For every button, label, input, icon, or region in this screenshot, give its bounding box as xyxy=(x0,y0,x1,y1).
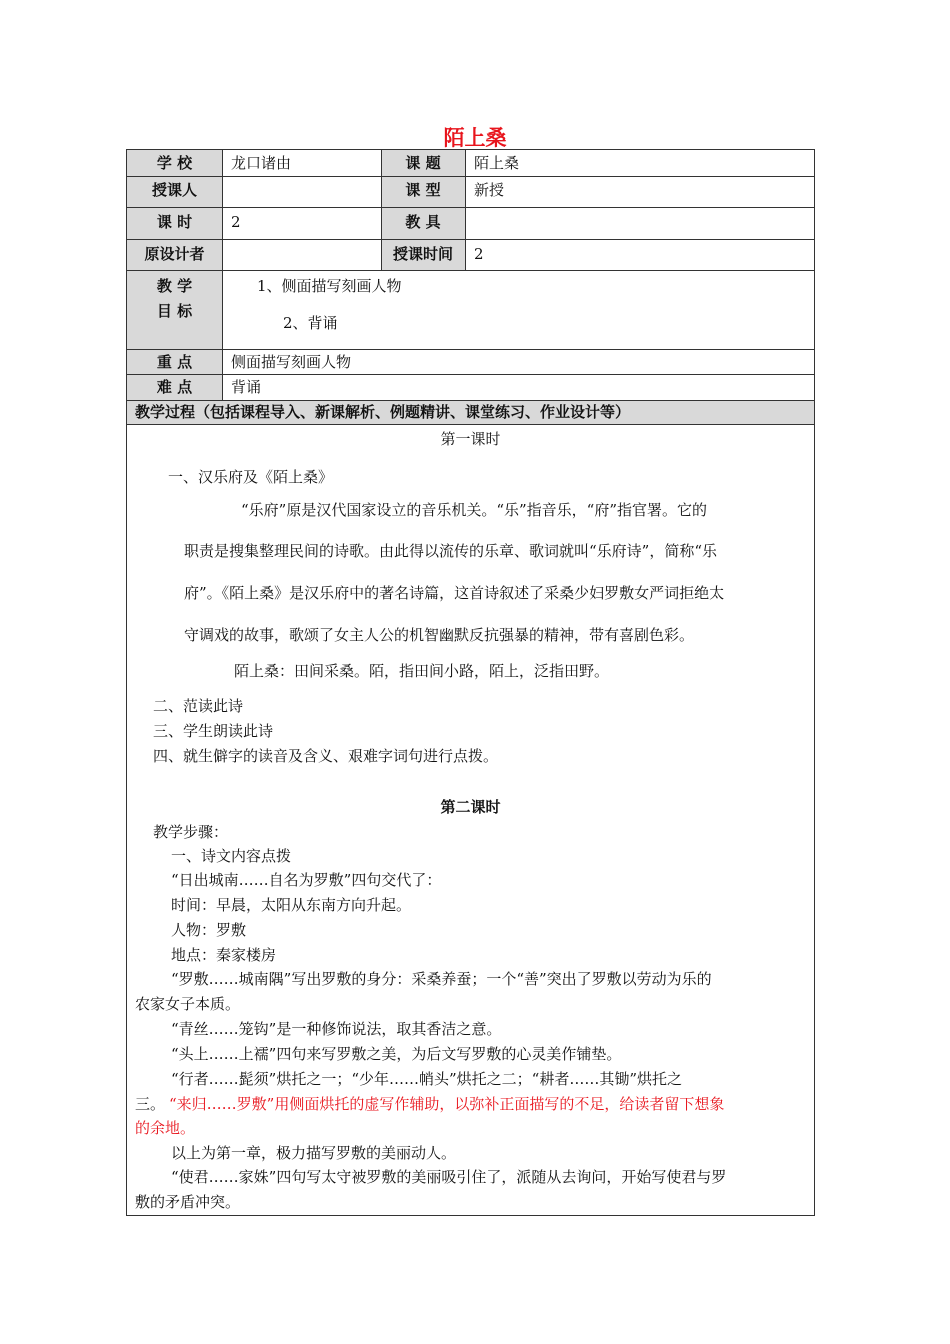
lesson2-line9: 以上为第一章，极力描写罗敷的美丽动人。 xyxy=(171,1144,457,1162)
key-point-label: 重 点 xyxy=(156,353,193,371)
lesson1-section4: 四、就生僻字的读音及含义、艰难字词句进行点拨。 xyxy=(153,747,499,765)
lesson2-line2: 时间：早晨，太阳从东南方向升起。 xyxy=(171,896,412,914)
lesson1-section2: 二、范读此诗 xyxy=(153,697,244,715)
page-title: 陌上桑 xyxy=(443,126,507,150)
school-label: 学 校 xyxy=(156,154,193,172)
designer-label: 原设计者 xyxy=(144,245,205,263)
lesson2-line8c-highlight: “来归……罗敷”用侧面烘托的虚写作辅助，以弥补正面描写的不足，给读者留下想象 xyxy=(169,1095,725,1113)
lesson2-line8a: “行者……髭须”烘托之一；“少年……帩头”烘托之二；“耕者……其锄”烘托之 xyxy=(171,1070,683,1088)
hours-value: 2 xyxy=(231,213,241,231)
lesson1-para1-line3: 府”。《陌上桑》是汉乐府中的著名诗篇，这首诗叙述了采桑少妇罗敷女严词拒绝太 xyxy=(184,584,725,602)
time-label: 授课时间 xyxy=(392,245,453,263)
hours-label: 课 时 xyxy=(156,213,193,231)
goal-item-2: 2、背诵 xyxy=(283,314,338,332)
lesson2-heading: 第二课时 xyxy=(440,798,501,816)
type-label: 课 型 xyxy=(405,181,441,199)
lesson1-para2: 陌上桑：田间采桑。陌，指田间小路，陌上，泛指田野。 xyxy=(234,662,610,680)
lesson2-line10a: “使君……家姝”四句写太守被罗敷的美丽吸引住了，派随从去询问，开始写使君与罗 xyxy=(171,1168,727,1186)
lesson2-line5a: “罗敷……城南隅”写出罗敷的身分：采桑养蚕；一个“善”突出了罗敷以劳动为乐的 xyxy=(171,970,712,988)
lesson-plan-table xyxy=(126,149,815,1216)
lesson1-section1: 一、汉乐府及《陌上桑》 xyxy=(168,468,334,486)
lesson1-section3: 三、学生朗读此诗 xyxy=(153,722,274,740)
lesson2-line10b: 敷的矛盾冲突。 xyxy=(135,1193,241,1211)
goals-label-line1: 教 学 xyxy=(156,277,193,295)
tools-label: 教 具 xyxy=(405,213,441,231)
lesson2-section1: 一、诗文内容点拨 xyxy=(171,847,292,865)
school-value: 龙口诸由 xyxy=(231,154,292,172)
lesson2-steps: 教学步骤： xyxy=(153,823,229,841)
lesson2-line1: “日出城南……自名为罗敷”四句交代了： xyxy=(171,871,442,889)
process-header: 教学过程（包括课程导入、新课解析、例题精讲、课堂练习、作业设计等） xyxy=(135,403,631,421)
lesson1-heading: 第一课时 xyxy=(440,430,501,448)
lesson2-line8d-highlight: 的余地。 xyxy=(135,1119,196,1137)
lesson2-line3: 人物：罗敷 xyxy=(171,921,247,939)
lesson2-line5b: 农家女子本质。 xyxy=(135,995,241,1013)
time-value: 2 xyxy=(474,245,484,263)
lesson2-line4: 地点：秦家楼房 xyxy=(171,946,277,964)
lesson2-line8b: 三。 xyxy=(135,1095,166,1113)
difficulty-value: 背诵 xyxy=(231,378,262,396)
difficulty-label: 难 点 xyxy=(156,378,193,396)
goal-item-1: 1、侧面描写刻画人物 xyxy=(257,277,402,295)
type-value: 新授 xyxy=(474,181,505,199)
topic-value: 陌上桑 xyxy=(474,154,520,172)
teacher-label: 授课人 xyxy=(151,181,197,199)
lesson1-para1-line4: 守调戏的故事，歌颂了女主人公的机智幽默反抗强暴的精神，带有喜剧色彩。 xyxy=(184,626,695,644)
lesson2-line6: “青丝……笼钩”是一种修饰说法，取其香洁之意。 xyxy=(171,1020,502,1038)
lesson2-line7: “头上……上襦”四句来写罗敷之美，为后文写罗敷的心灵美作铺垫。 xyxy=(171,1045,622,1063)
lesson1-para1-line2: 职责是搜集整理民间的诗歌。由此得以流传的乐章、歌词就叫“乐府诗”，简称“乐 xyxy=(184,542,718,560)
goals-label-line2: 目 标 xyxy=(156,302,193,320)
key-point-value: 侧面描写刻画人物 xyxy=(231,353,352,371)
topic-label: 课 题 xyxy=(405,154,441,172)
lesson1-para1-line1: “乐府”原是汉代国家设立的音乐机关。“乐”指音乐，“府”指官署。它的 xyxy=(241,501,708,519)
